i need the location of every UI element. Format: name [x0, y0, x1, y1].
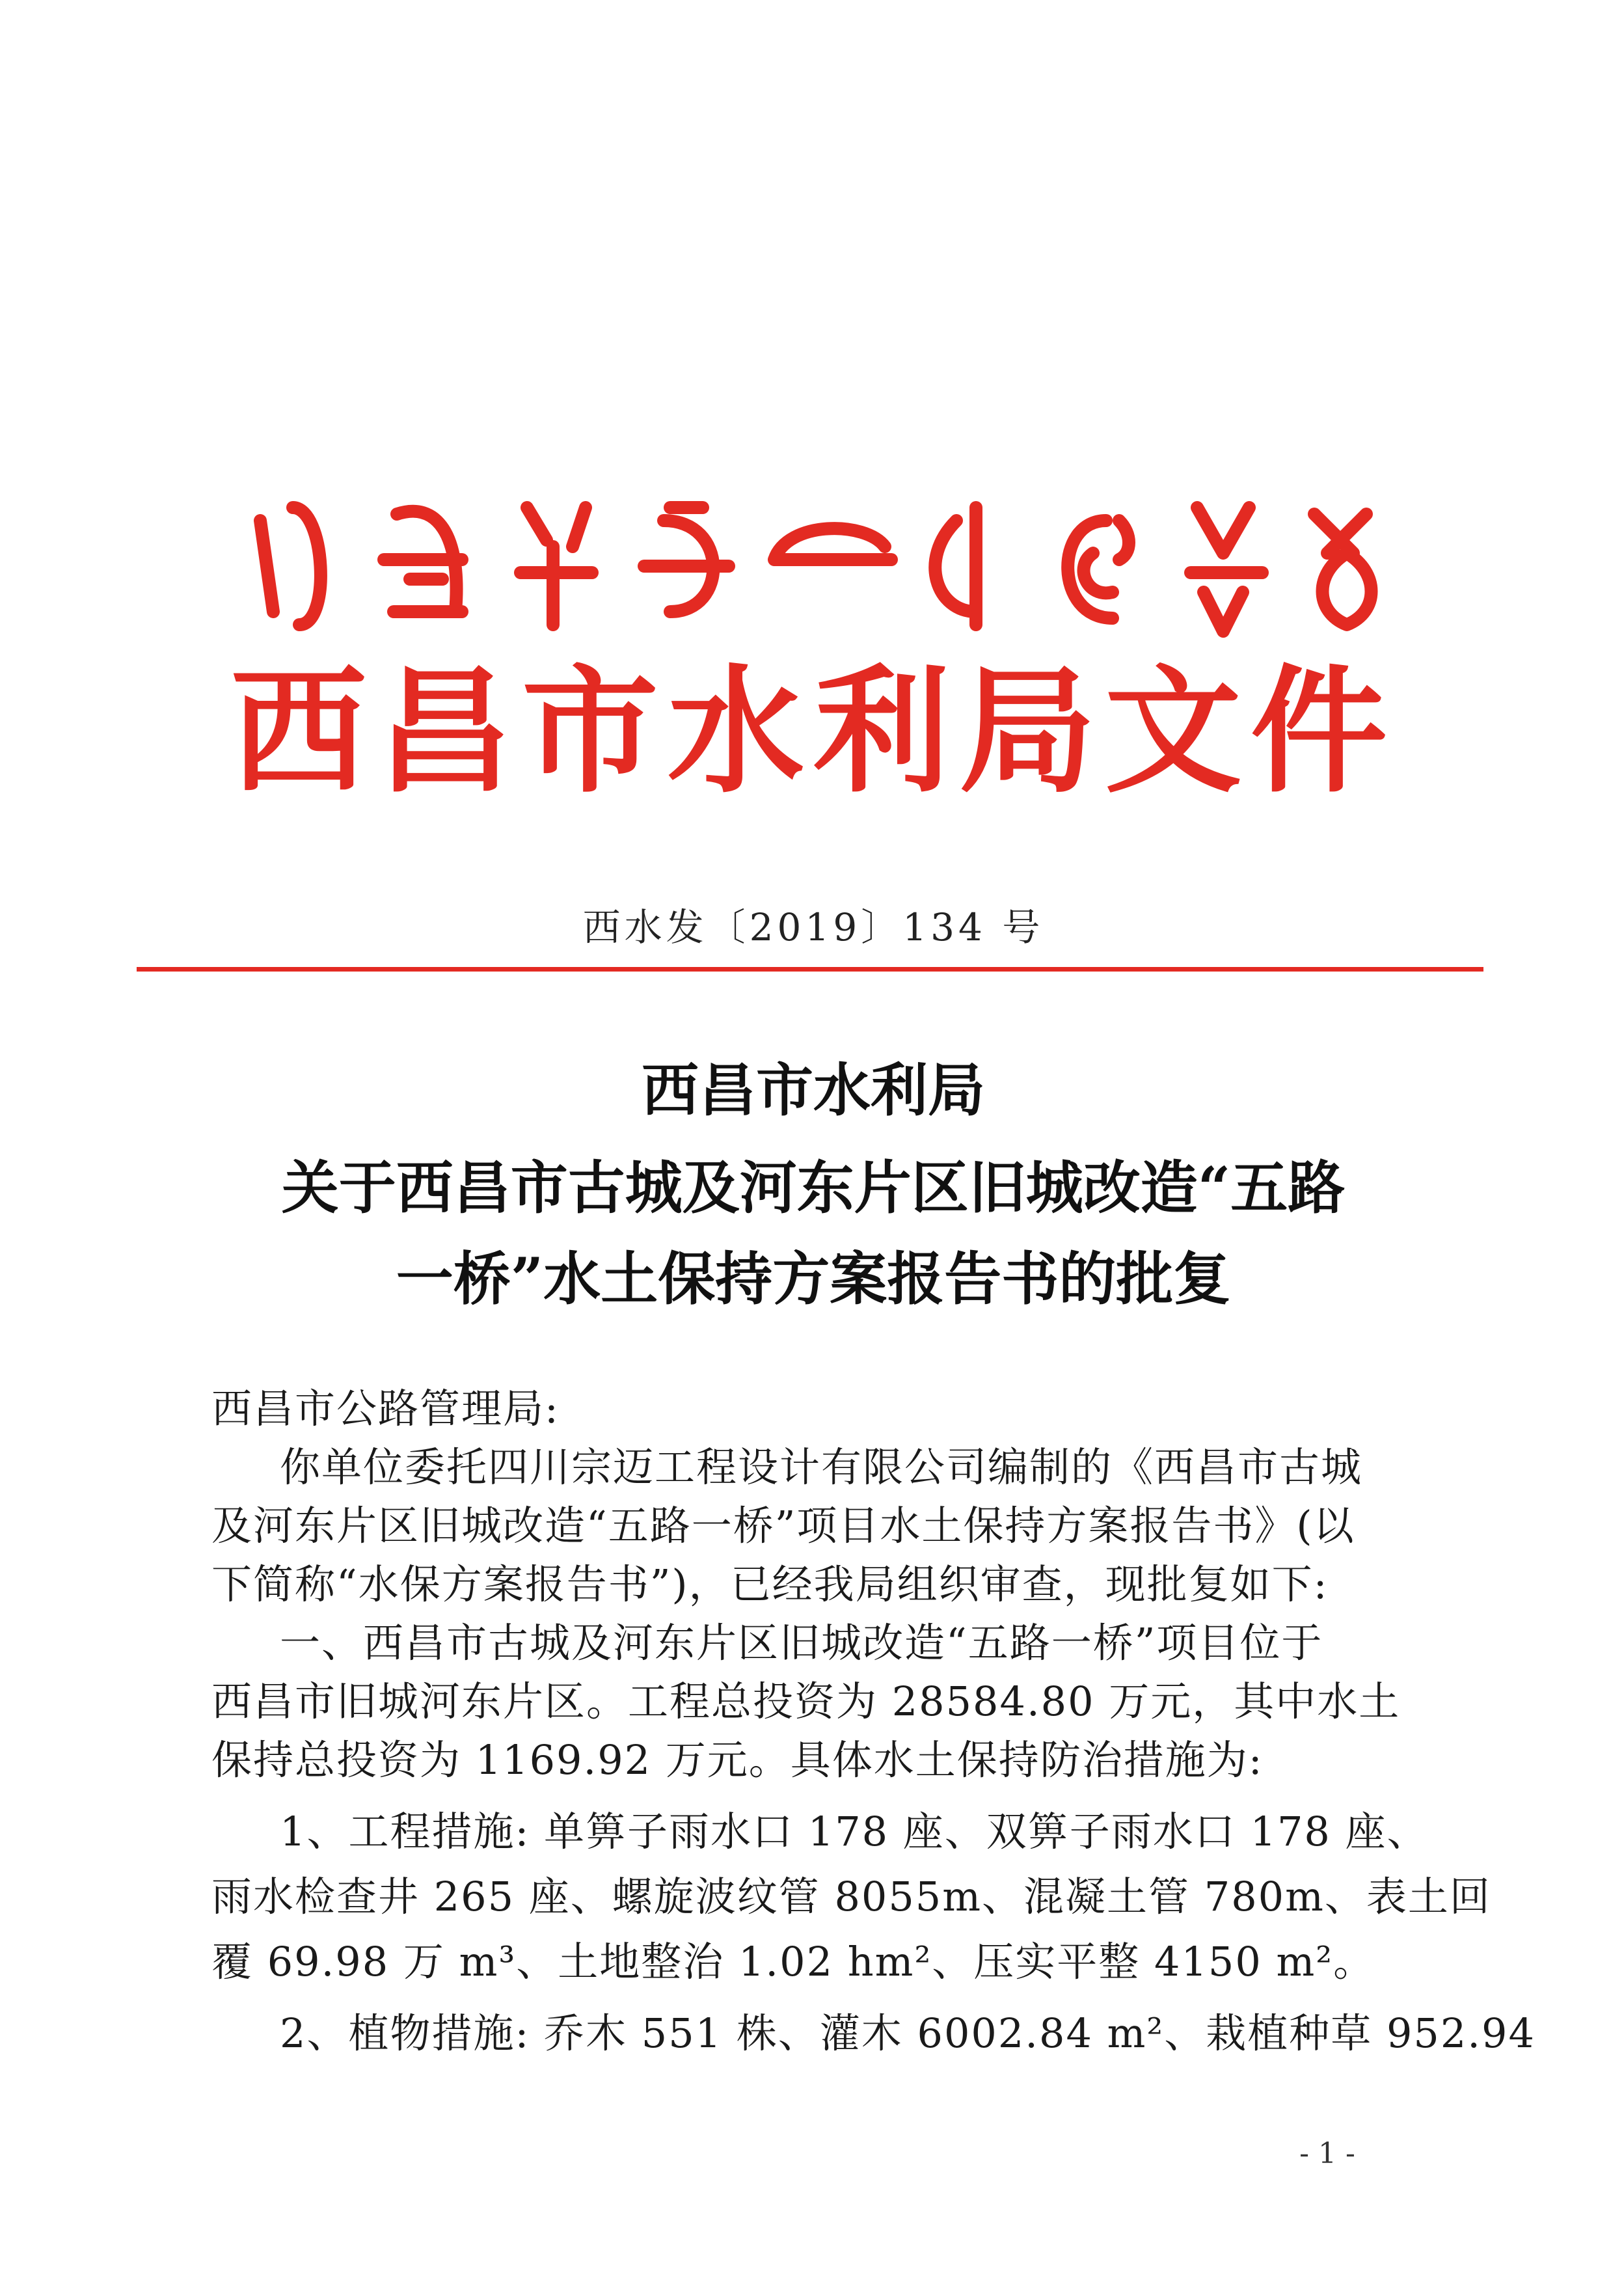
body-line: 雨水检查井 265 座、螺旋波纹管 8055m、混凝土管 780m、表土回: [211, 1873, 1491, 1920]
body-line: 保持总投资为 1169.92 万元。具体水土保持防治措施为:: [211, 1736, 1264, 1784]
body-line: 覆 69.98 万 m³、土地整治 1.02 hm²、压实平整 4150 m²。: [211, 1938, 1375, 1985]
body-line: 一、西昌市古城及河东片区旧城改造“五路一桥”项目位于: [280, 1619, 1323, 1667]
body-line: 及河东片区旧城改造“五路一桥”项目水土保持方案报告书》(以: [211, 1502, 1355, 1549]
body-line: 2、植物措施: 乔木 551 株、灌木 6002.84 m²、栽植种草 952.94: [280, 2009, 1536, 2057]
yi-script-logo: [247, 482, 1379, 644]
title-line-3: 一桥”水土保持方案报告书的批复: [396, 1245, 1231, 1313]
body-line: 1、工程措施: 单箅子雨水口 178 座、双箅子雨水口 178 座、: [280, 1808, 1429, 1855]
body-line: 下简称“水保方案报告书”)，已经我局组织审查，现批复如下:: [211, 1560, 1329, 1608]
red-divider: [137, 967, 1483, 972]
body-line: 你单位委托四川宗迈工程设计有限公司编制的《西昌市古城: [280, 1443, 1363, 1491]
document-number: 西水发〔2019〕134 号: [582, 905, 1044, 949]
page-number: - 1 -: [1299, 2137, 1355, 2170]
title-line-2: 关于西昌市古城及河东片区旧城改造“五路: [281, 1154, 1346, 1221]
issuer-title: 西昌市水利局文件: [230, 652, 1396, 811]
title-line-1: 西昌市水利局: [641, 1056, 985, 1124]
body-line: 西昌市旧城河东片区。工程总投资为 28584.80 万元，其中水土: [211, 1678, 1401, 1725]
addressee: 西昌市公路管理局:: [211, 1385, 560, 1432]
